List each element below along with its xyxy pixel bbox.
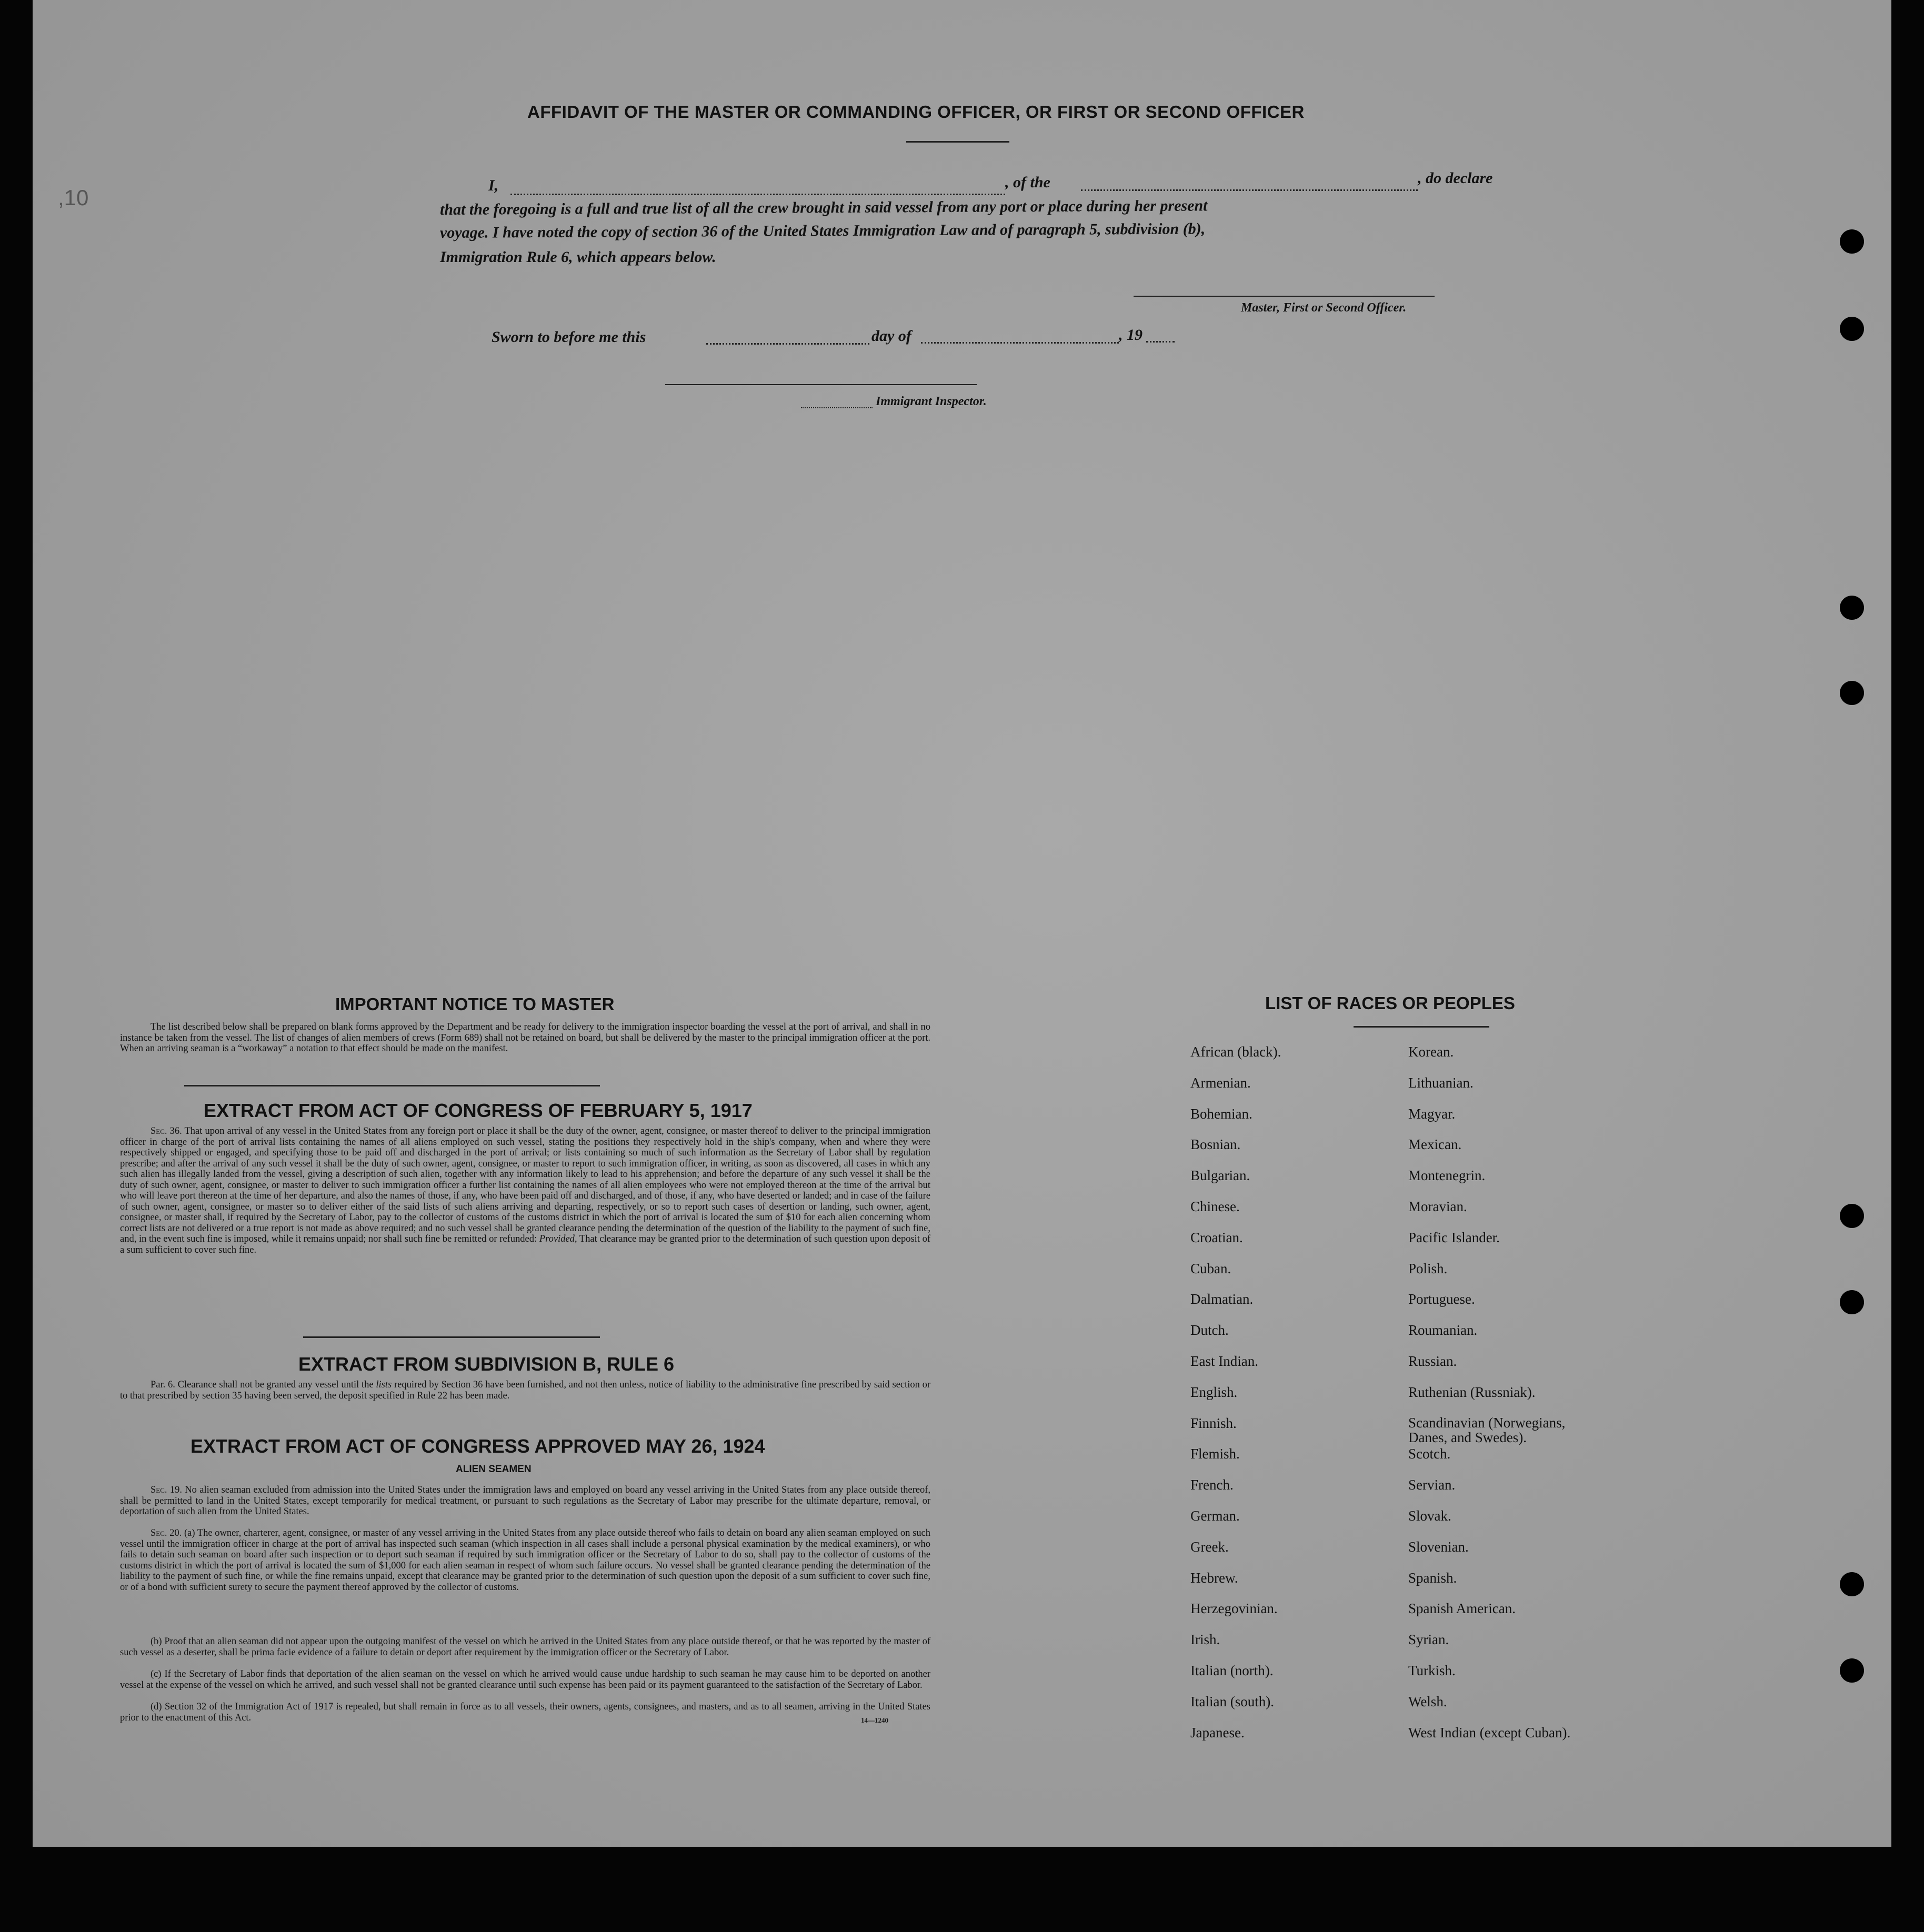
race-item: Dalmatian. [1190, 1291, 1254, 1307]
race-item: Chinese. [1190, 1199, 1240, 1214]
race-item: Korean. [1408, 1044, 1454, 1060]
race-item: Portuguese. [1408, 1291, 1475, 1307]
extract-rule6-title: EXTRACT FROM SUBDIVISION B, RULE 6 [298, 1353, 675, 1375]
race-item: Greek. [1190, 1538, 1229, 1555]
extract-1924-title: EXTRACT FROM ACT OF CONGRESS APPROVED MAY 26, 1924 [191, 1435, 765, 1457]
race-item: Lithuanian. [1408, 1074, 1474, 1091]
inspector-label: Immigrant Inspector. [876, 395, 987, 408]
race-item: Pacific Islander. [1408, 1229, 1500, 1245]
race-item: Welsh. [1408, 1693, 1447, 1709]
signature-label: Master, First or Second Officer. [1241, 301, 1407, 315]
sworn-day-blank [706, 343, 869, 345]
par-6-text-b: required by Section 36 have been furnished, and not then unless, notice of liability to the administrative fine prescribed by said section or to that prescribed by section 35 having been served, the deposit specified in Rule 22 has been made. [120, 1380, 931, 1401]
par-6-text-a: Clearance shall not be granted any vessel until the [177, 1380, 374, 1390]
punch-hole [1840, 1572, 1864, 1596]
sec-36-text-end: That clearance may be granted prior to the determination of such question upon deposit of a sum sufficient to cover such fine. [120, 1234, 931, 1255]
race-item: Slovak. [1408, 1508, 1451, 1524]
lists-word: lists [376, 1380, 392, 1390]
sworn-month-blank [921, 342, 1119, 344]
race-item: African (black). [1190, 1044, 1281, 1060]
sec-20a-body: (a) The owner, charterer, agent, consignee, or master of any vessel arriving in the United States from any place outside thereof who fails to detain on board any alien seaman employed on such vessel until the immigration officer in charge at the port of arrival has inspected such seaman (which inspection in all cases shall include a personal physical examination by the medical examiners), or who fails to detain such seaman on board after such inspection or to deport such seaman if required by such immigration officer or the Secretary of Labor to do so, shall pay to the collector of customs of the customs district in which the port of arrival is located the sum of $1,000 for each alien seaman in respect of whom such failure occurs. No vessel shall be granted clearance pending the determination of the liability to the payment of such fine, or while the fine remains unpaid, except that clearance may be granted prior to the determination of such question upon the deposit of a sum sufficient to cover such fine, or of a bond with sufficient surety to secure the payment thereof approved by the collector of customs. [120, 1528, 930, 1593]
affidavit-body-line2: voyage. I have noted the copy of section 36 of the United States Immigration Law and of paragraph 5, subdivision (b), [439, 220, 1206, 242]
race-item: Armenian. [1190, 1074, 1251, 1091]
sworn-label: Sworn to before me this [492, 328, 646, 346]
margin-mark: ,10 [58, 185, 89, 210]
race-item: Cuban. [1190, 1260, 1231, 1276]
race-item: Montenegrin. [1408, 1168, 1486, 1184]
affidavit-body-line1: that the foregoing is a full and true list of all the crew brought in said vessel from any port or place during her present [439, 197, 1208, 218]
race-item: Spanish. [1408, 1569, 1457, 1586]
race-item: French. [1190, 1477, 1234, 1493]
document-page [33, 0, 1891, 1847]
sec-20a-text [120, 1528, 930, 1593]
race-item: Finnish. [1190, 1415, 1237, 1431]
race-item: Bosnian. [1190, 1136, 1241, 1153]
notice-body: The list described below shall be prepared on blank forms approved by the Department and be ready for delivery to the immigration inspector boarding the vessel at the port of arrival, and shall in no instance be taken from the vessel. The list of changes of alien members of crews (Form 689) shall not be retained on board, but shall be delivered by the master to the principal immigration officer at the port. When an arriving seaman is a “workaway” a notation to that effect should be made on the manifest. [120, 1022, 930, 1054]
sec-19-label: Sec. 19. [151, 1485, 182, 1495]
race-item: Italian (south). [1190, 1693, 1274, 1709]
race-item: Croatian. [1190, 1229, 1243, 1245]
race-item: Scandinavian (Norwegians, Danes, and Swedes). [1408, 1414, 1566, 1445]
punch-hole [1840, 317, 1864, 341]
race-item: Roumanian. [1408, 1322, 1478, 1339]
name-blank [510, 194, 1005, 195]
sec-20c-text: (c) If the Secretary of Labor finds that deportation of the alien seaman on the vessel on which he arrived would cause undue hardship to such seaman he may cause him to be deported on another vessel at the expense of the vessel on which he arrived, and such vessel shall not be granted clearance until such expense has been paid or its payment guaranteed to the satisfaction of the Secretary of Labor. [120, 1669, 930, 1690]
race-item: Syrian. [1408, 1632, 1449, 1648]
signature-line [1134, 296, 1435, 297]
notice-title: IMPORTANT NOTICE TO MASTER [335, 994, 615, 1014]
punch-hole [1840, 596, 1864, 620]
race-item: Slovenian. [1408, 1538, 1469, 1555]
inspector-signature-line [665, 384, 977, 385]
punch-hole [1840, 229, 1864, 254]
race-item: East Indian. [1190, 1353, 1258, 1369]
alien-seamen-subtitle: ALIEN SEAMEN [456, 1464, 532, 1475]
race-item: Hebrew. [1190, 1569, 1238, 1586]
extract-rule6-body [120, 1380, 930, 1401]
race-item: Italian (north). [1190, 1663, 1274, 1678]
punch-hole [1840, 1204, 1864, 1228]
year-prefix-label: , 19 [1119, 326, 1143, 344]
par-6-label: Par. 6. [151, 1380, 175, 1390]
race-item: Flemish. [1190, 1446, 1240, 1462]
sec-36-label: Sec. 36. [151, 1126, 182, 1136]
race-item: Scotch. [1408, 1446, 1451, 1462]
race-item: Japanese. [1190, 1724, 1245, 1740]
race-item: Servian. [1408, 1477, 1456, 1493]
race-item: Bohemian. [1190, 1105, 1252, 1122]
vessel-blank [1081, 189, 1418, 191]
extract-1917-body [120, 1126, 930, 1255]
race-item: Polish. [1408, 1260, 1448, 1276]
sec-19-body: No alien seaman excluded from admission into the United States under the immigration laws and employed on board any vessel arriving in the United States from any place outside thereof, shall be permitted to land in the United States, except temporarily for medical treatment, or pursuant to such regulations as the Secretary of Labor may prescribe for the ultimate departure, removal, or deportation of such alien from the United States. [120, 1485, 931, 1517]
race-item: Herzegovinian. [1190, 1601, 1278, 1617]
sec-36-text: That upon arrival of any vessel in the United States from any foreign port or place it shall be the duty of the owner, agent, consignee, or master thereof to deliver to the principal immigration officer in charge of the port of arrival lists containing the names of all aliens employed on such vessel, stating the positions they respectively hold in the ship's company, when and where they were respectively shipped or engaged, and specifying those to be paid off and discharged in the port of arrival; or lists containing so much of such information as the Secretary of Labor shall by regulation prescribe; and after the arrival of any such vessel it shall be the duty of such owner, agent, consignee, or master to report to such immigration officer, in writing, as soon as discovered, all cases in which any such alien has illegally landed from the vessel, giving a description of such alien, together with any information likely to lead to his apprehension; and before the departure of any such vessel it shall be the duty of such owner, agent, consignee, or master to deliver to such immigration officer a further list containing the names of all alien employees who were not employed thereon at the time of the arrival but who will leave port thereon at the time of her departure, and also the names of those, if any, who have been paid off and discharged, and of those, if any, who have deserted or landed; and in case of the failure of such owner, agent, consignee, or master so to deliver either of the said lists of such aliens arriving and departing, respectively, or so to report such cases of desertion or landing, such owner, agent, consignee, or master shall, if required by the Secretary of Labor, pay to the collector of customs of the customs district in which the port of arrival is located the sum of $10 for each alien concerning whom correct lists are not delivered or a true report is not made as above required; and no such vessel shall be granted clearance pending the determination of the question of the liability to the payment of such fine, and, in the event such fine is imposed, while it remains unpaid; nor shall such fine be remitted or refunded: [120, 1126, 930, 1244]
race-item: West Indian (except Cuban). [1408, 1724, 1571, 1740]
punch-hole [1840, 681, 1864, 705]
day-of-label: day of [871, 327, 911, 345]
race-item: Dutch. [1190, 1322, 1229, 1339]
inspector-dots [801, 407, 873, 408]
form-number: 14—1240 [861, 1716, 888, 1724]
race-item: Magyar. [1408, 1105, 1456, 1122]
race-item: Ruthenian (Russniak). [1408, 1384, 1536, 1400]
sworn-year-blank [1146, 341, 1175, 343]
provided-label: Provided, [539, 1234, 577, 1244]
race-item: Mexican. [1408, 1136, 1462, 1153]
sec-19-text [120, 1485, 930, 1517]
race-item: Moravian. [1408, 1199, 1467, 1214]
race-item: Irish. [1190, 1632, 1220, 1648]
section-divider [184, 1085, 600, 1086]
race-item: Turkish. [1408, 1663, 1456, 1678]
race-item: English. [1190, 1384, 1238, 1400]
extract-1917-title: EXTRACT FROM ACT OF CONGRESS OF FEBRUARY 5, 1917 [204, 1100, 753, 1121]
race-item: German. [1190, 1508, 1240, 1524]
races-title-underline [1354, 1026, 1489, 1028]
affidavit-title: AFFIDAVIT OF THE MASTER OR COMMANDING OFFICER, OR FIRST OR SECOND OFFICER [527, 102, 1305, 122]
sec-20d-text: (d) Section 32 of the Immigration Act of 1917 is repealed, but shall remain in force as to all vessels, their owners, agents, consignees, and masters, and as to all seamen, arriving in the United States prior to the enactment of this Act. [120, 1702, 930, 1723]
races-title: LIST OF RACES OR PEOPLES [1265, 993, 1515, 1013]
sec-20b-text: (b) Proof that an alien seaman did not appear upon the outgoing manifest of the vessel on which he arrived in the United States from any place outside thereof, or that he was reported by the master of such vessel as a deserter, shall be prima facie evidence of a failure to detain or deport after requirement by the immigration officer or the Secretary of Labor. [120, 1636, 930, 1658]
affidavit-body-line3: Immigration Rule 6, which appears below. [440, 248, 716, 266]
sec-20-label: Sec. 20. [151, 1528, 182, 1538]
affidavit-i-label: I, [488, 177, 499, 194]
race-item: Bulgarian. [1190, 1168, 1250, 1184]
race-item: Spanish American. [1408, 1601, 1516, 1617]
affidavit-of-the-label: , of the [1005, 174, 1050, 191]
affidavit-do-declare-label: , do declare [1418, 169, 1493, 187]
punch-hole [1840, 1290, 1864, 1314]
section-divider [303, 1336, 600, 1338]
title-underline [906, 141, 1009, 143]
punch-hole [1840, 1658, 1864, 1683]
race-item: Russian. [1408, 1353, 1457, 1369]
